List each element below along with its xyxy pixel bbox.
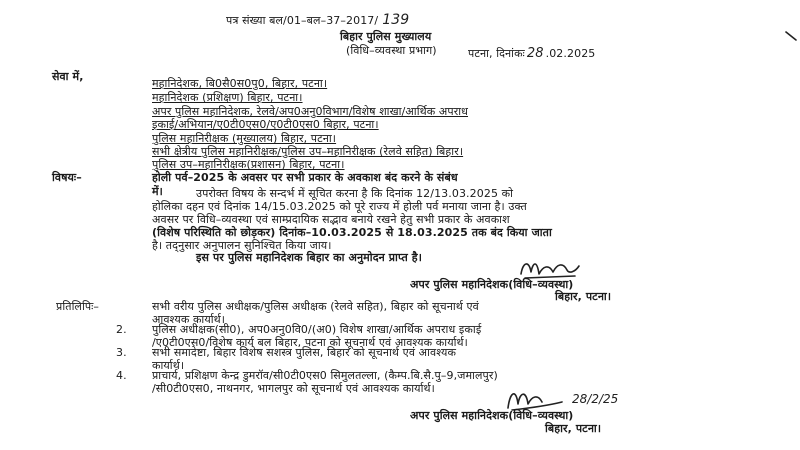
office-name: बिहार पुलिस मुख्यालय [340,30,432,43]
department-name: (विधि–व्यवस्था प्रभाग) [346,44,437,57]
date-rest: .02.2025 [545,47,596,60]
signature-2-date-handwritten: 28/2/25 [572,392,619,406]
copy-line: सभी समादेष्टा, बिहार विशेष सशस्त्र पुलिस, बिहार को सूचनार्थ एवं आवश्यक [152,346,457,359]
signature-2-title: अपर पुलिस महानिदेशक(विधि–व्यवस्था) [410,409,574,422]
copy-line: प्राचार्य, प्रशिक्षण केन्द्र डुमरॉव/सी0टी0एस0 सिमुलतल्ला, (कैम्प.बि.सै.पु–9,जमालपुर) [152,369,498,382]
reference-number-handwritten: 139 [382,12,410,28]
body-line: अवसर पर विधि–व्यवस्था एवं साम्प्रदायिक सद्भाव बनाये रखने हेतु सभी प्रकार के अवकाश [152,213,510,226]
copy-line: पुलिस अधीक्षक(सी0), अप0अनु0वि0/(अ0) विशेष शाखा/आर्थिक अपराध इकाई [152,323,482,336]
body-line: (विशेष परिस्थिति को छोड़कर) दिनांक–10.03.2025 से 18.03.2025 तक बंद किया जाता [152,226,552,239]
copy-line: सभी वरीय पुलिस अधीक्षक/पुलिस अधीक्षक (रेलवे सहित), बिहार को सूचनार्थ एवं [152,300,479,313]
body-line: उपरोक्त विषय के सन्दर्भ में सूचित करना है कि दिनांक 12/13.03.2025 को [196,187,514,200]
corner-mark [784,30,798,44]
addressee-line: इकाई/अभियान/ए0टी0एस0/ए0टी0एस0 बिहार, पटना। [152,118,379,131]
date-prefix: पटना, दिनांकः [468,47,525,60]
signature-1-title: अपर पुलिस महानिदेशक(विधि–व्यवस्था) [410,278,574,291]
copy-number: 4. [116,369,127,382]
copy-line: /सी0टी0एस0, नाथनगर, भागलपुर को सूचनार्थ एवं आवश्यक कार्यार्थ। [152,382,435,395]
addressee-line: महानिदेशक (प्रशिक्षण) बिहार, पटना। [152,91,303,104]
body-line: होलिका दहन एवं दिनांक 14/15.03.2025 को पूरे राज्य में होली पर्व मनाया जाना है। उक्त [152,200,527,213]
copy-line: कार्यार्थ। [152,359,185,372]
signature-2-place: बिहार, पटना। [545,422,602,435]
subject-line: होली पर्व–2025 के अवसर पर सभी प्रकार के अवकाश बंद करने के संबंध [152,171,458,184]
copy-line: आवश्यक कार्यार्थ। [152,313,226,326]
subject-label: विषयः– [52,171,82,184]
copies-label: प्रतिलिपिः– [56,300,100,313]
addressee-line: अपर पुलिस महानिदेशक, रेलवे/अप0अनु0विभाग/विशेष शाखा/आर्थिक अपराध [152,105,469,118]
reference-number [226,14,409,27]
signature-1-place: बिहार, पटना। [555,290,612,303]
addressee-label: सेवा में, [52,70,84,83]
reference-number-text: पत्र संख्या बल/01–बल–37–2017/ [226,14,379,27]
copy-number: 3. [116,346,127,359]
approval-line: इस पर पुलिस महानिदेशक बिहार का अनुमोदन प्राप्त है। [196,251,422,264]
body-line: है। तद्नुसार अनुपालन सुनिश्चित किया जाय। [152,239,332,252]
copy-line: /ए0टी0एस0/विशेष कार्य बल बिहार, पटना को सूचनार्थ एवं आवश्यक कार्यार्थ। [152,336,468,349]
subject-line: में। [152,185,163,198]
letter-date [468,47,595,60]
copy-number: 2. [116,323,127,336]
addressee-line: पुलिस महानिरीक्षक (मुख्यालय) बिहार, पटना। [152,132,337,145]
addressee-line: महानिदेशक, बि0सै0स0पु0, बिहार, पटना। [152,77,328,90]
addressee-line: सभी क्षेत्रीय पुलिस महानिरीक्षक/पुलिस उप–महानिरीक्षक (रेलवे सहित) बिहार। [152,145,464,158]
date-day-handwritten: 28 [526,46,544,61]
addressee-line: पुलिस उप–महानिरीक्षक(प्रशासन) बिहार, पटना। [152,158,345,171]
